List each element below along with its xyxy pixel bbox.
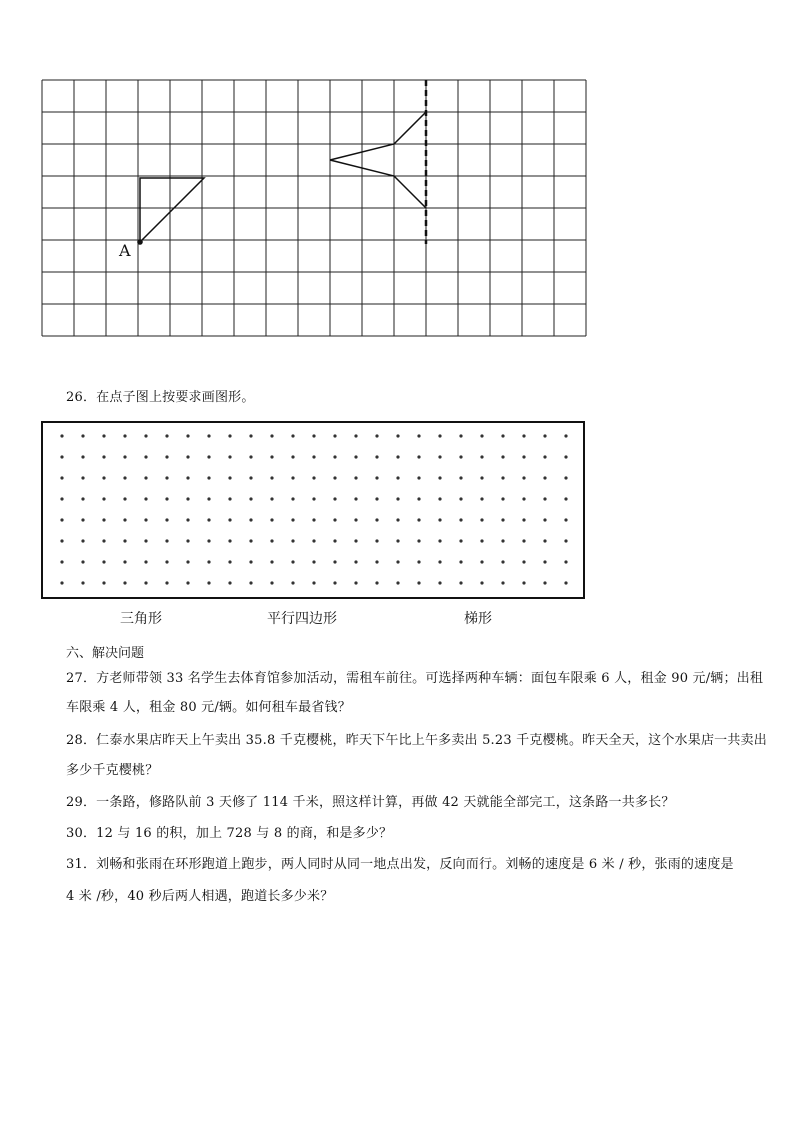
grid-dot bbox=[543, 560, 546, 563]
grid-dot bbox=[417, 518, 420, 521]
grid-dot bbox=[333, 518, 336, 521]
grid-dot bbox=[396, 434, 399, 437]
grid-dot bbox=[249, 476, 252, 479]
grid-dot bbox=[102, 539, 105, 542]
grid-dot bbox=[249, 560, 252, 563]
grid-dot bbox=[501, 476, 504, 479]
grid-dot bbox=[543, 497, 546, 500]
grid-dot bbox=[270, 434, 273, 437]
grid-dot bbox=[291, 476, 294, 479]
grid-dot bbox=[438, 434, 441, 437]
grid-dot bbox=[249, 539, 252, 542]
grid-dot bbox=[186, 455, 189, 458]
grid-figure bbox=[40, 78, 592, 344]
grid-dot bbox=[228, 518, 231, 521]
grid-dot bbox=[459, 476, 462, 479]
grid-dot bbox=[228, 560, 231, 563]
grid-dot bbox=[417, 455, 420, 458]
grid-dot bbox=[123, 539, 126, 542]
grid-dot bbox=[165, 518, 168, 521]
grid-dot bbox=[228, 539, 231, 542]
grid-dot bbox=[102, 476, 105, 479]
grid-dot bbox=[144, 476, 147, 479]
grid-dot bbox=[123, 455, 126, 458]
grid-dot bbox=[123, 476, 126, 479]
question-31-line-1: 31．刘畅和张雨在环形跑道上跑步，两人同时从同一地点出发，反向而行。刘畅的速度是 6 米 / 秒，张雨的速度是 bbox=[66, 857, 734, 872]
grid-dot bbox=[144, 497, 147, 500]
grid-dot bbox=[333, 539, 336, 542]
grid-dot bbox=[396, 476, 399, 479]
grid-dot bbox=[375, 434, 378, 437]
grid-dot bbox=[543, 581, 546, 584]
grid-dot bbox=[312, 539, 315, 542]
grid-lines bbox=[42, 80, 586, 336]
grid-dot bbox=[102, 560, 105, 563]
grid-dot bbox=[438, 581, 441, 584]
grid-dot bbox=[165, 497, 168, 500]
grid-dot bbox=[564, 497, 567, 500]
grid-dot bbox=[249, 455, 252, 458]
grid-dot bbox=[459, 539, 462, 542]
grid-dot bbox=[207, 518, 210, 521]
grid-dot bbox=[459, 518, 462, 521]
grid-dot bbox=[291, 497, 294, 500]
grid-dot bbox=[102, 581, 105, 584]
grid-dot bbox=[522, 518, 525, 521]
grid-dot bbox=[81, 539, 84, 542]
grid-dot bbox=[312, 497, 315, 500]
grid-dot bbox=[291, 560, 294, 563]
grid-dot bbox=[165, 434, 168, 437]
grid-dot bbox=[375, 497, 378, 500]
grid-dot bbox=[207, 497, 210, 500]
grid-dot bbox=[102, 518, 105, 521]
grid-dot bbox=[102, 497, 105, 500]
grid-dot bbox=[270, 455, 273, 458]
label-triangle: 三角形 bbox=[120, 611, 162, 627]
question-27-line-2: 车限乘 4 人，租金 80 元/辆。如何租车最省钱？ bbox=[66, 700, 351, 715]
grid-dot bbox=[564, 434, 567, 437]
question-28-line-2: 多少千克樱桃？ bbox=[66, 763, 159, 778]
grid-dot bbox=[480, 434, 483, 437]
grid-dot bbox=[522, 497, 525, 500]
grid-dot bbox=[333, 455, 336, 458]
grid-dot bbox=[417, 539, 420, 542]
grid-dot bbox=[354, 560, 357, 563]
grid-dot bbox=[165, 539, 168, 542]
grid-dot bbox=[60, 560, 63, 563]
grid-dot bbox=[354, 581, 357, 584]
grid-dot bbox=[291, 455, 294, 458]
grid-dot bbox=[186, 476, 189, 479]
grid-dot bbox=[291, 581, 294, 584]
grid-dot bbox=[417, 434, 420, 437]
grid-dot bbox=[480, 518, 483, 521]
grid-dot bbox=[144, 539, 147, 542]
grid-dot bbox=[123, 581, 126, 584]
dot-matrix bbox=[60, 434, 567, 584]
grid-dot bbox=[291, 434, 294, 437]
grid-dot bbox=[270, 497, 273, 500]
grid-dot bbox=[186, 581, 189, 584]
grid-dot bbox=[186, 434, 189, 437]
grid-dot bbox=[207, 539, 210, 542]
grid-dot bbox=[312, 434, 315, 437]
grid-dot bbox=[333, 581, 336, 584]
grid-dot bbox=[354, 539, 357, 542]
grid-dot bbox=[81, 581, 84, 584]
point-a-label: A bbox=[119, 241, 131, 260]
grid-dot bbox=[501, 497, 504, 500]
grid-dot bbox=[207, 476, 210, 479]
grid-dot bbox=[480, 455, 483, 458]
grid-dot bbox=[165, 476, 168, 479]
grid-dot bbox=[375, 455, 378, 458]
grid-dot bbox=[354, 497, 357, 500]
grid-dot bbox=[81, 518, 84, 521]
grid-dot bbox=[60, 581, 63, 584]
grid-dot bbox=[375, 560, 378, 563]
grid-dot bbox=[564, 518, 567, 521]
label-parallelogram: 平行四边形 bbox=[267, 611, 337, 627]
grid-dot bbox=[396, 518, 399, 521]
grid-dot bbox=[438, 560, 441, 563]
grid-dot bbox=[333, 497, 336, 500]
grid-dot bbox=[396, 560, 399, 563]
grid-dot bbox=[417, 497, 420, 500]
grid-dot bbox=[522, 539, 525, 542]
grid-dot bbox=[207, 434, 210, 437]
dot-grid-figure bbox=[40, 420, 588, 602]
grid-dot bbox=[144, 455, 147, 458]
grid-dot bbox=[123, 434, 126, 437]
grid-dot bbox=[375, 476, 378, 479]
grid-dot bbox=[144, 581, 147, 584]
grid-dot bbox=[543, 476, 546, 479]
grid-dot bbox=[522, 476, 525, 479]
grid-dot bbox=[396, 581, 399, 584]
grid-dot bbox=[291, 539, 294, 542]
grid-dot bbox=[501, 581, 504, 584]
grid-dot bbox=[270, 539, 273, 542]
grid-dot bbox=[270, 560, 273, 563]
grid-dot bbox=[165, 455, 168, 458]
grid-dot bbox=[543, 539, 546, 542]
grid-dot bbox=[522, 560, 525, 563]
grid-dot bbox=[522, 581, 525, 584]
grid-dot bbox=[312, 518, 315, 521]
grid-dot bbox=[396, 539, 399, 542]
grid-dot bbox=[522, 455, 525, 458]
grid-dot bbox=[144, 560, 147, 563]
section-title-solve-problems: 六、解决问题 bbox=[66, 646, 145, 661]
grid-dot bbox=[228, 581, 231, 584]
grid-dot bbox=[480, 581, 483, 584]
grid-dot bbox=[354, 434, 357, 437]
grid-dot bbox=[144, 518, 147, 521]
triangle-shape bbox=[140, 178, 204, 242]
grid-dot bbox=[459, 581, 462, 584]
grid-dot bbox=[186, 497, 189, 500]
dot-grid-frame bbox=[42, 422, 584, 598]
grid-dot bbox=[354, 455, 357, 458]
grid-dot bbox=[81, 497, 84, 500]
grid-dot bbox=[165, 560, 168, 563]
grid-dot bbox=[228, 455, 231, 458]
grid-dot bbox=[438, 476, 441, 479]
grid-dot bbox=[333, 476, 336, 479]
grid-dot bbox=[501, 455, 504, 458]
grid-dot bbox=[480, 560, 483, 563]
question-29: 29．一条路，修路队前 3 天修了 114 千米，照这样计算，再做 42 天就能全部完工，这条路一共多长？ bbox=[66, 795, 675, 810]
grid-dot bbox=[564, 560, 567, 563]
grid-dot bbox=[165, 581, 168, 584]
grid-dot bbox=[417, 560, 420, 563]
grid-dot bbox=[123, 560, 126, 563]
grid-dot bbox=[459, 560, 462, 563]
grid-dot bbox=[333, 560, 336, 563]
grid-dot bbox=[60, 539, 63, 542]
grid-dot bbox=[459, 497, 462, 500]
grid-dot bbox=[438, 539, 441, 542]
grid-dot bbox=[123, 518, 126, 521]
grid-dot bbox=[186, 518, 189, 521]
grid-dot bbox=[354, 518, 357, 521]
grid-dot bbox=[81, 455, 84, 458]
grid-dot bbox=[312, 560, 315, 563]
grid-dot bbox=[270, 518, 273, 521]
grid-dot bbox=[123, 497, 126, 500]
grid-dot bbox=[480, 497, 483, 500]
grid-dot bbox=[60, 455, 63, 458]
grid-dot bbox=[312, 581, 315, 584]
grid-dot bbox=[459, 455, 462, 458]
grid-dot bbox=[375, 518, 378, 521]
grid-dot bbox=[564, 581, 567, 584]
grid-dot bbox=[396, 455, 399, 458]
grid-dot bbox=[60, 497, 63, 500]
grid-dot bbox=[375, 581, 378, 584]
grid-dot bbox=[144, 434, 147, 437]
question-30: 30．12 与 16 的积，加上 728 与 8 的商，和是多少？ bbox=[66, 826, 393, 841]
grid-dot bbox=[564, 476, 567, 479]
label-trapezoid: 梯形 bbox=[464, 611, 492, 627]
point-a-dot bbox=[137, 239, 143, 245]
question-26: 26．在点子图上按要求画图形。 bbox=[66, 390, 255, 405]
grid-dot bbox=[270, 581, 273, 584]
grid-dot bbox=[228, 434, 231, 437]
grid-dot bbox=[438, 455, 441, 458]
grid-dot bbox=[543, 455, 546, 458]
grid-dot bbox=[60, 476, 63, 479]
grid-dot bbox=[249, 434, 252, 437]
grid-dot bbox=[249, 581, 252, 584]
grid-dot bbox=[459, 434, 462, 437]
grid-dot bbox=[207, 581, 210, 584]
grid-dot bbox=[417, 581, 420, 584]
grid-dot bbox=[60, 434, 63, 437]
grid-dot bbox=[396, 497, 399, 500]
grid-dot bbox=[543, 434, 546, 437]
grid-dot bbox=[522, 434, 525, 437]
grid-dot bbox=[186, 539, 189, 542]
grid-dot bbox=[333, 434, 336, 437]
grid-dot bbox=[228, 497, 231, 500]
grid-dot bbox=[291, 518, 294, 521]
question-31-line-2: 4 米 /秒，40 秒后两人相遇，跑道长多少米？ bbox=[66, 889, 334, 904]
grid-dot bbox=[186, 560, 189, 563]
grid-dot bbox=[102, 455, 105, 458]
grid-dot bbox=[543, 518, 546, 521]
grid-dot bbox=[81, 434, 84, 437]
grid-dot bbox=[564, 455, 567, 458]
grid-dot bbox=[501, 434, 504, 437]
grid-dot bbox=[312, 476, 315, 479]
grid-dot bbox=[501, 518, 504, 521]
grid-dot bbox=[228, 476, 231, 479]
arrow-half-shape bbox=[330, 112, 426, 208]
grid-dot bbox=[312, 455, 315, 458]
question-27-line-1: 27．方老师带领 33 名学生去体育馆参加活动，需租车前往。可选择两种车辆：面包车限乘 6 人，租金 90 元/辆；出租 bbox=[66, 671, 764, 686]
grid-dot bbox=[501, 560, 504, 563]
question-28-line-1: 28．仁泰水果店昨天上午卖出 35.8 千克樱桃，昨天下午比上午多卖出 5.23 千克樱桃。昨天全天，这个水果店一共卖出 bbox=[66, 733, 767, 748]
grid-dot bbox=[375, 539, 378, 542]
grid-dot bbox=[81, 560, 84, 563]
grid-dot bbox=[564, 539, 567, 542]
grid-dot bbox=[102, 434, 105, 437]
grid-dot bbox=[81, 476, 84, 479]
grid-dot bbox=[480, 539, 483, 542]
grid-dot bbox=[480, 476, 483, 479]
grid-dot bbox=[438, 518, 441, 521]
grid-dot bbox=[207, 560, 210, 563]
grid-dot bbox=[249, 518, 252, 521]
grid-dot bbox=[270, 476, 273, 479]
grid-dot bbox=[354, 476, 357, 479]
grid-dot bbox=[501, 539, 504, 542]
grid-dot bbox=[207, 455, 210, 458]
grid-dot bbox=[417, 476, 420, 479]
grid-dot bbox=[249, 497, 252, 500]
grid-dot bbox=[60, 518, 63, 521]
grid-dot bbox=[438, 497, 441, 500]
